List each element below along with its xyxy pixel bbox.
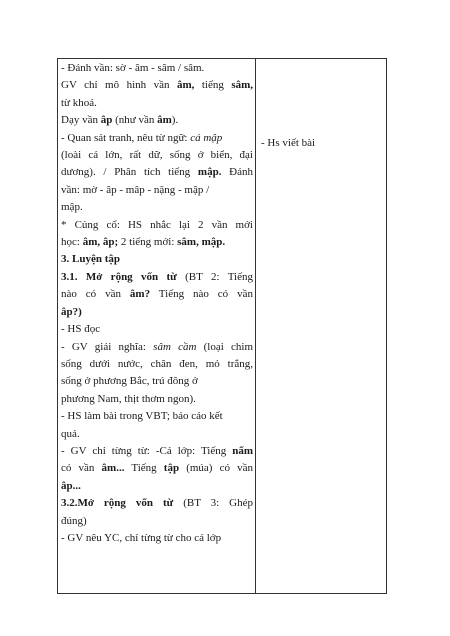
text-run: 3.2.Mở rộng vốn từ <box>61 497 174 510</box>
text-line <box>61 199 253 216</box>
text-line <box>61 373 253 390</box>
text-line <box>61 60 253 77</box>
text-run: - Đánh vần: sờ - âm - sâm / sâm. <box>61 62 205 74</box>
text-run: - GV chỉ từng từ: -Cả lớp: Tiếng <box>61 444 233 457</box>
text-line <box>61 478 253 495</box>
text-run: mập. <box>61 201 83 214</box>
text-line <box>61 217 253 234</box>
column-divider <box>255 58 256 594</box>
text-line <box>61 408 253 425</box>
text-run: dương). / Phân tích tiếng <box>61 166 198 179</box>
text-line <box>61 95 253 112</box>
text-run: - GV giải nghĩa: <box>61 340 154 353</box>
text-run: - GV nêu YC, chỉ từng từ cho cả lớp <box>61 531 222 544</box>
text-run: Tiếng <box>124 462 164 475</box>
text-run: âm, âp; <box>82 236 119 249</box>
text-run: sâm, mập. <box>177 236 226 249</box>
text-run: âp... <box>61 479 81 492</box>
text-line <box>61 391 253 408</box>
text-run: 2 tiếng mới: <box>118 236 178 249</box>
text-run: nấm <box>232 444 253 457</box>
text-run: (loài cá lớn, rất dữ, sống ở biển, đại <box>61 149 253 162</box>
text-line <box>61 443 253 460</box>
text-run: ). <box>171 114 179 127</box>
text-line <box>61 130 253 147</box>
text-run: (loại chim <box>196 340 254 353</box>
text-line <box>61 339 253 356</box>
text-run: * Củng cố: HS nhắc lại 2 vần mới <box>61 218 253 231</box>
text-run: GV chỉ mô hình vần <box>61 79 177 92</box>
student-activity-text: - Hs viết bài <box>261 137 316 149</box>
text-run: quả. <box>61 427 80 440</box>
text-run: tập <box>163 462 180 475</box>
student-activity-column <box>261 135 381 152</box>
text-run: 3.1. Mở rộng vốn từ <box>61 270 177 283</box>
text-run: - HS làm bài trong VBT; báo cáo kết <box>61 410 223 423</box>
text-run: Đánh <box>221 166 253 179</box>
teacher-activity-column <box>61 60 253 547</box>
text-run: (BT 2: Tiếng <box>176 270 253 283</box>
text-line <box>61 321 253 338</box>
text-run: sâm cầm <box>153 340 197 353</box>
text-line <box>61 164 253 181</box>
text-run: Tiếng nào có vần <box>150 288 253 301</box>
text-run: sống ở phương Bắc, trú đông ở <box>61 375 198 388</box>
text-line <box>61 513 253 530</box>
text-line <box>61 182 253 199</box>
text-line <box>61 460 253 477</box>
text-run: có vần <box>61 462 102 475</box>
text-line <box>61 112 253 129</box>
text-run: âp?) <box>61 305 82 318</box>
text-run: (múa) có vần <box>179 462 254 475</box>
text-line <box>61 269 253 286</box>
text-line <box>61 426 253 443</box>
text-run: học: <box>61 236 83 249</box>
text-line <box>61 356 253 373</box>
text-line <box>61 495 253 512</box>
text-line <box>61 286 253 303</box>
text-line <box>61 234 253 251</box>
text-run: - Quan sát tranh, nêu từ ngữ: <box>61 131 191 144</box>
text-run: - HS đọc <box>61 323 101 336</box>
text-run: âp <box>100 114 113 127</box>
text-run: mập. <box>197 166 222 179</box>
text-line <box>61 77 253 94</box>
text-run: Dạy vần <box>61 114 101 127</box>
text-run: âm... <box>101 462 125 475</box>
text-run: phương Nam, thịt thơm ngon). <box>61 392 196 405</box>
text-run: cá mập <box>190 131 223 144</box>
text-run: âm? <box>129 288 151 301</box>
text-run: âm, <box>176 79 195 92</box>
text-run: âm <box>157 114 172 127</box>
text-run: (như vần <box>112 114 158 127</box>
text-line <box>61 304 253 321</box>
text-run: sâm, <box>231 79 254 92</box>
text-line <box>61 147 253 164</box>
text-run: sống dưới nước, chân đen, mỏ trắng, <box>61 357 253 370</box>
text-run: đúng) <box>61 514 87 527</box>
text-line <box>61 251 253 268</box>
text-line <box>61 530 253 547</box>
text-run: tiếng <box>194 79 232 92</box>
text-run: từ khoá. <box>61 96 97 109</box>
text-run: 3. Luyện tập <box>61 253 120 266</box>
text-run: vần: mờ - âp - mâp - nặng - mập / <box>61 183 210 196</box>
text-run: (BT 3: Ghép <box>173 497 254 510</box>
text-run: nào có vần <box>61 288 130 301</box>
